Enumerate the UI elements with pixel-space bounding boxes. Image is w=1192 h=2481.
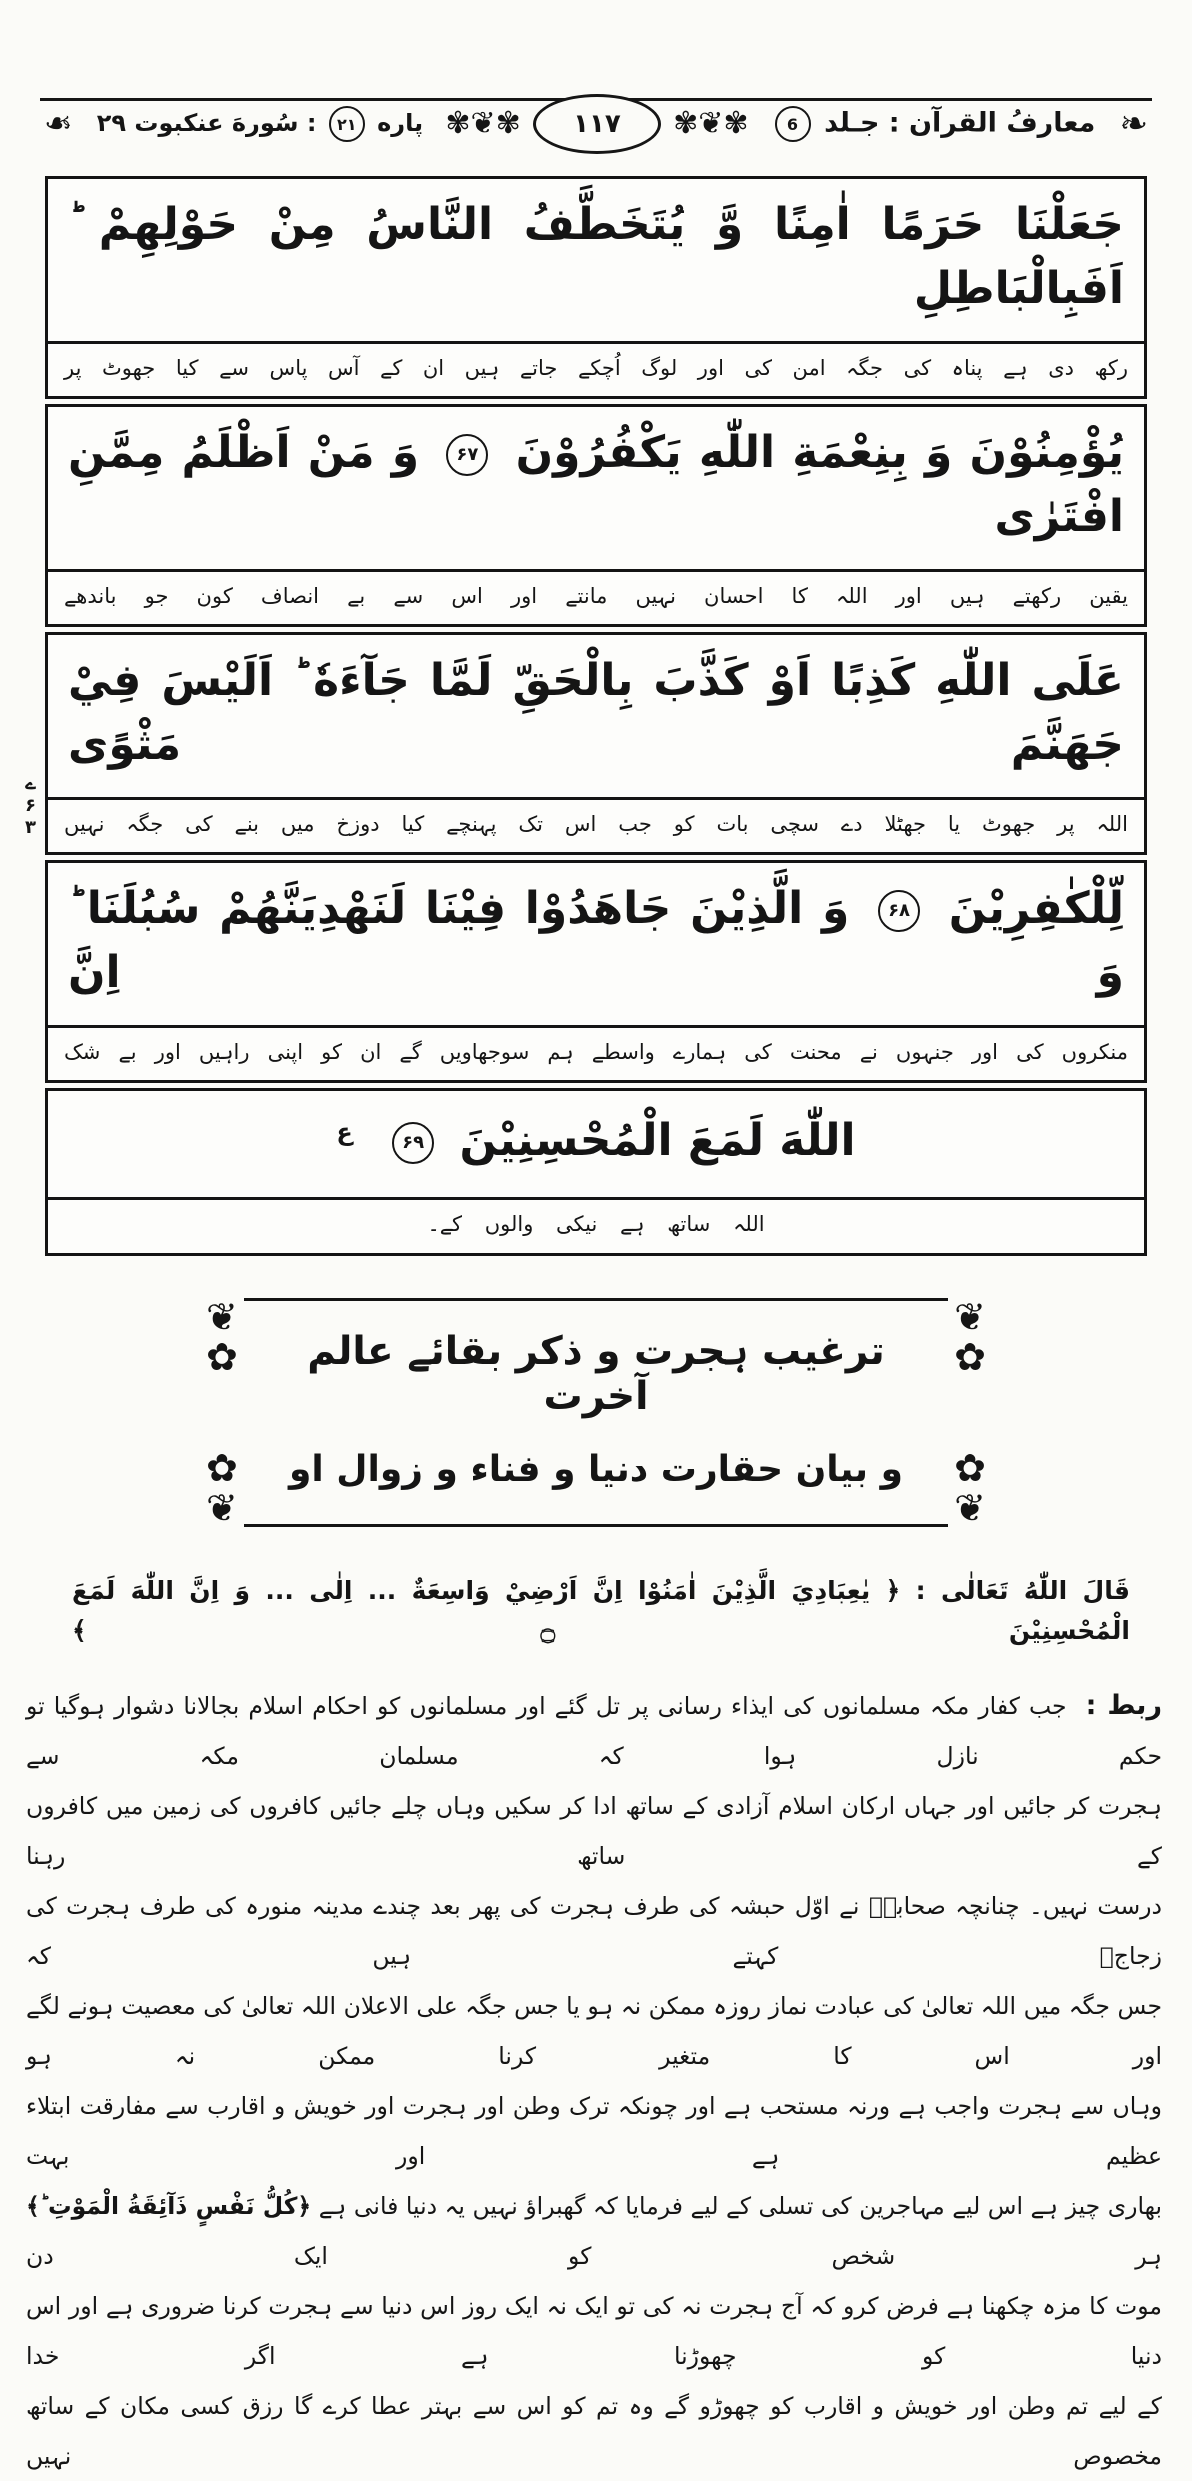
arabic-text: اللّٰهَ لَمَعَ الْمُحْسِنِيْنَ: [459, 1115, 856, 1167]
arabic-verse-line-5: [48, 1091, 1144, 1200]
volume-number-badge: 6: [775, 106, 811, 142]
surah-label: : سُورهَ عنكبوت ۲۹: [96, 109, 317, 137]
parah-number-badge: ۲۱: [329, 106, 365, 142]
header-curl-left-icon: ❧: [34, 104, 83, 144]
header-curl-right-icon: ❧: [1110, 104, 1159, 144]
margin-marker-char: ۶: [25, 794, 36, 816]
verse-unit-5: [45, 1088, 1147, 1255]
parah-label: پاره: [377, 109, 424, 137]
quran-quote-line: [72, 1571, 1130, 1651]
commentary-line-5: وہاں سے ہجرت واجب ہے ورنہ مستحب ہے اور چونکہ ترک وطن اور ہجرت اور خویش و اقارب سے مفارقت ابتلاء عظیم ہے اور بہت: [26, 2091, 1162, 2170]
flower-icon: ✿: [206, 1334, 238, 1379]
commentary-line-7: موت کا مزہ چکھنا ہے فرض کرو کہ آج ہجرت نہ کی تو ایک نہ ایک روز اس دنیا سے ہجرت کرنا ضروری ہے اور اس دنیا کو چھوڑنا ہے اگر خدا: [26, 2291, 1162, 2370]
section-heading-content: [244, 1298, 948, 1527]
margin-marker-char: ے: [25, 773, 36, 794]
margin-marker-char: ۳: [25, 816, 36, 838]
flower-icon: ✿: [954, 1445, 986, 1490]
verse-unit-1: [45, 176, 1147, 399]
floral-leaf-icon: ❦: [206, 1485, 238, 1530]
arabic-verse-line-2: [48, 407, 1144, 572]
page-number: ١١٧: [533, 94, 661, 154]
arabic-text: لِّلْكٰفِرِيْنَ: [948, 883, 1125, 935]
ayah-number-67: ۶۷: [446, 434, 488, 476]
margin-juz-marker: [25, 774, 36, 837]
commentary-line-4: جس جگہ میں اللہ تعالیٰ کی عبادت نماز روزہ ممکن نہ ہو یا جس جگہ علی الاعلان اللہ تعالیٰ کی معصیت ہونے لگے اور اس کا متغیر کرنا ممکن نہ ہو: [26, 1991, 1162, 2070]
urdu-translation-line-5: اللہ ساتھ ہے نیکی والوں کے۔: [427, 1212, 765, 1237]
header-floral-cluster-icon: ✾❦✾: [665, 109, 756, 139]
quote-text: ﴿ يٰعِبَادِيَ الَّذِيْنَ اٰمَنُوْا اِنَّ اَرْضِيْ وَاسِعَةٌ ... اِلٰی ... وَ اِنَّ اللّٰهَ لَمَعَ الْمُحْسِنِيْنَ ۝ ﴾: [72, 1575, 1130, 1645]
floral-leaf-icon: ❦: [206, 1294, 238, 1339]
book-title-text: معارفُ القرآن : جـلد: [824, 107, 1096, 139]
heading-ornament-left: [200, 1294, 244, 1530]
commentary-line-2: ہجرت کر جائیں اور جہاں ارکان اسلام آزادی کے ساتھ ادا کر سکیں وہاں چلے جائیں کافروں کی زمین میں کافروں کے ساتھ رہنا: [26, 1791, 1162, 1870]
book-title: [761, 106, 1106, 142]
floral-leaf-icon: ❦: [954, 1485, 986, 1530]
page-header: [34, 86, 1158, 162]
floral-leaf-icon: ❦: [954, 1294, 986, 1339]
verse-unit-3: [45, 632, 1147, 855]
commentary-line-3: درست نہیں۔ چنانچہ صحابہؓ نے اوّل حبشہ کی طرف ہجرت کی پھر بعد چندے مدینہ منورہ کی طرف ہجرت کی زجاجؒ کہتے ہیں کہ: [26, 1891, 1162, 1970]
section-heading-line-1: ترغیب ہجرت و ذکر بقائے عالم آخرت: [307, 1328, 885, 1419]
commentary-text: جب کفار مکہ مسلمانوں کی ایذاء رسانی پر تل گئے اور مسلمانوں کو احکام اسلام بجالانا دشوار ہوگیا تو حکم نازل ہوا کہ مسلمان مکہ سے: [26, 1691, 1162, 1770]
inline-quran-quote: ﴿كُلُّ نَفْسٍ ذَآئِقَةُ الْمَوْتِ ؕ﴾: [26, 2191, 312, 2220]
urdu-translation-line-2: یقین رکھتے ہیں اور اللہ کا احسان نہیں مانتے اور اس سے بے انصاف کون جو باندھے: [64, 583, 1128, 608]
arabic-verse-line-1: جَعَلْنَا حَرَمًا اٰمِنًا وَّ يُتَخَطَّفُ النَّاسُ مِنْ حَوْلِهِمْ ؕ اَفَبِالْبَاطِلِ: [48, 179, 1144, 344]
commentary-line-6: [26, 2181, 1162, 2281]
commentary-lead-word: ربط :: [1085, 1689, 1162, 1721]
quote-lead: قَالَ اللّٰهُ تَعَالٰی :: [915, 1575, 1130, 1605]
commentary-text: ہر شخص کو ایک دن: [26, 2241, 1162, 2270]
arabic-verse-line-4: [48, 863, 1144, 1028]
flower-icon: ✿: [206, 1445, 238, 1490]
commentary-paragraph: [26, 1681, 1162, 2481]
urdu-translation-line-1: رکھ دی ہے پناہ کی جگہ امن کی اور لوگ اُچکے جاتے ہیں ان کے آس پاس سے کیا جھوٹ پر: [64, 355, 1128, 380]
arabic-text: يُؤْمِنُوْنَ وَ بِنِعْمَةِ اللّٰهِ يَكْفُرُوْنَ: [515, 427, 1125, 479]
ruku-marker: ع: [336, 1117, 353, 1146]
verse-unit-2: [45, 404, 1147, 627]
parah-surah-label: [87, 106, 433, 142]
commentary-text: بھاری چیز ہے اس لیے مہاجرین کی تسلی کے لیے فرمایا کہ گھبراؤ نہیں یہ دنیا فانی ہے: [318, 2191, 1162, 2220]
arabic-text: وَ الَّذِيْنَ جَاهَدُوْا فِيْنَا لَنَهْدِيَنَّهُمْ سُبُلَنَا ؕ وَ اِنَّ: [68, 883, 1124, 999]
commentary-line-1: [26, 1681, 1162, 1781]
verse-unit-4: [45, 860, 1147, 1083]
section-heading-box: [200, 1294, 992, 1530]
urdu-translation-line-3: اللہ پر جھوٹ یا جھٹلا دے سچی بات کو جب اس تک پہنچے کیا دوزخ میں بنے کی جگہ نہیں: [64, 811, 1128, 836]
flower-icon: ✿: [954, 1334, 986, 1379]
commentary-line-8: کے لیے تم وطن اور خویش و اقارب کو چھوڑو گے وہ تم کو اس سے بہتر عطا کرے گا رزق کسی مکان کے ساتھ مخصوص نہیں: [26, 2391, 1162, 2470]
arabic-text: وَ مَنْ اَظْلَمُ مِمَّنِ افْتَرٰى: [68, 427, 1124, 542]
arabic-verse-line-3: عَلَى اللّٰهِ كَذِبًا اَوْ كَذَّبَ بِالْحَقِّ لَمَّا جَآءَهٗ ؕ اَلَيْسَ فِيْ جَهَنَّمَ مَثْوًى: [48, 635, 1144, 800]
ayah-number-68: ۶۸: [878, 890, 920, 932]
book-page: [0, 86, 1192, 2481]
quran-translation-block: [45, 176, 1147, 1256]
urdu-translation-line-4: منکروں کی اور جنہوں نے محنت کی ہمارے واسطے ہم سوجھاویں گے ان کو اپنی راہیں اور بے شک: [64, 1039, 1128, 1064]
ayah-number-69: ۶۹: [392, 1122, 434, 1164]
heading-ornament-right: [948, 1294, 992, 1530]
section-heading-line-2: و بیان حقارت دنیا و فناء و زوال او: [289, 1448, 903, 1490]
header-floral-cluster-icon: ✾❦✾: [437, 109, 528, 139]
